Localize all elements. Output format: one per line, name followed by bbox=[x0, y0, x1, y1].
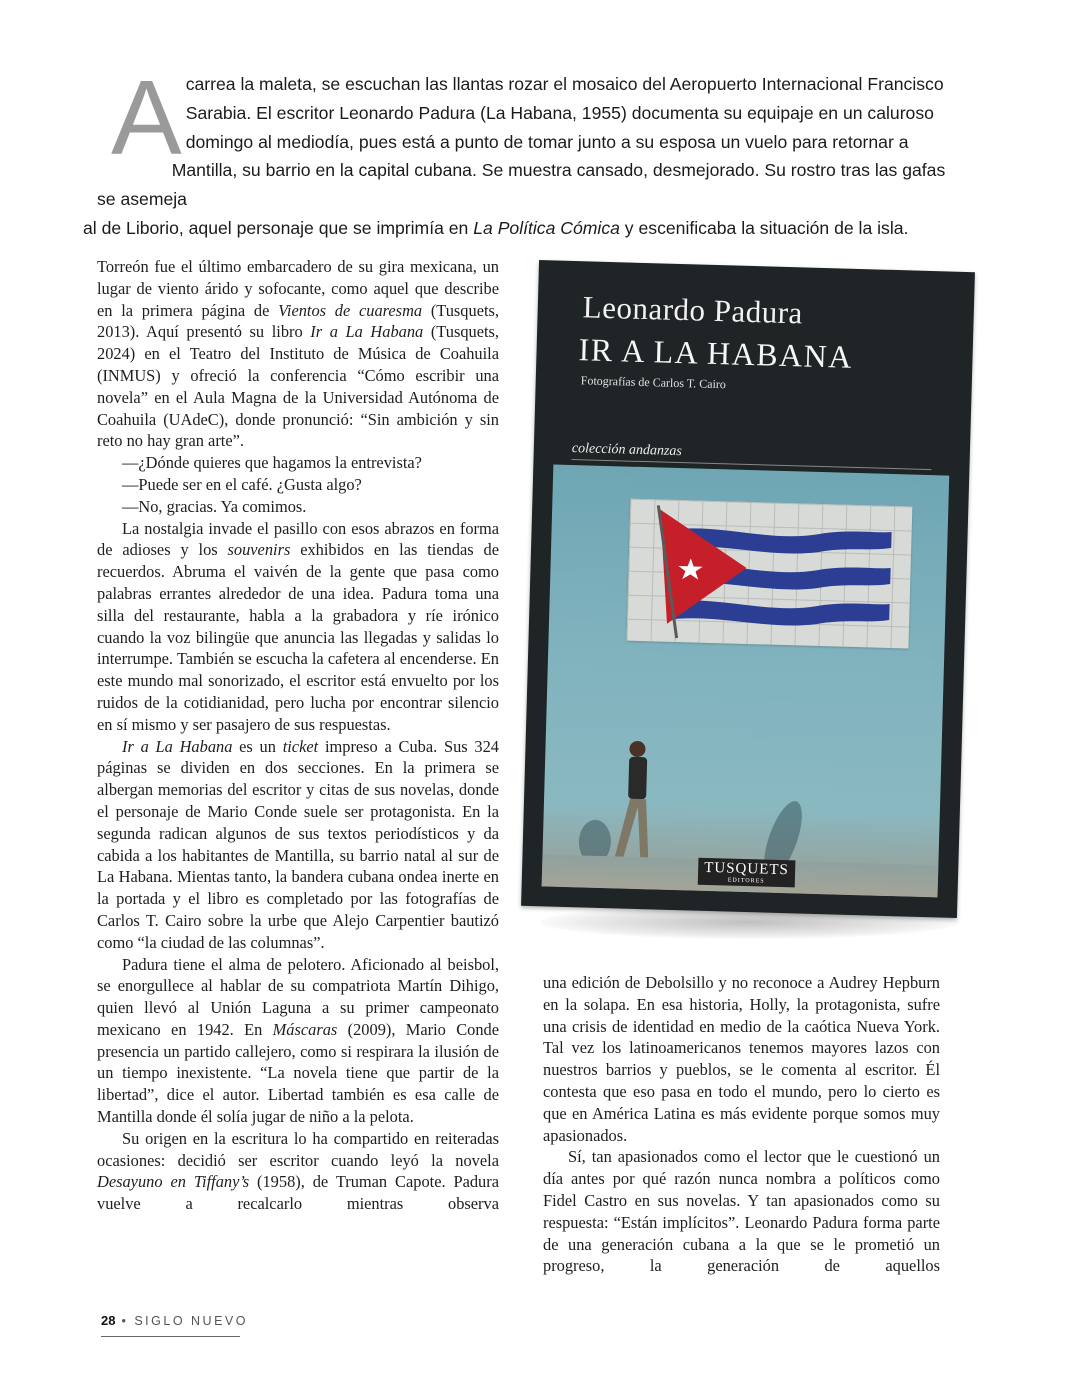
publisher-sub: EDITORES bbox=[727, 877, 765, 885]
body-text: exhibidos en las tiendas de recuerdos. Abruma el vaivén de la gente que pasa como palabras errantes alrededor de una idea. Padura toma una silla del restaurante, habla a la grabadora y ríe irónico cuando la voz bilingüe que anuncia las llegadas y salidas lo interrumpe. También se escucha la cafetera al encenderse. En este mundo mal sonorizado, el escritor está envuelto por los ruidos de la cotidianidad, pero lucha por encontrar silencio en sí mismo y ser pasajero de sus respuestas. bbox=[97, 540, 499, 734]
book-title: Desayuno en Tiffany’s bbox=[97, 1172, 250, 1192]
book-title: Vientos de cuaresma bbox=[278, 300, 423, 320]
book-title: Máscaras bbox=[272, 1019, 338, 1039]
body-paragraph bbox=[97, 954, 499, 1128]
body-text: (Tusquets, 2013). Aquí presentó su libro bbox=[97, 300, 500, 342]
body-paragraph bbox=[97, 518, 499, 736]
footer-separator: • bbox=[121, 1314, 129, 1328]
dialogue-line: —No, gracias. Ya comimos. bbox=[122, 496, 307, 516]
body-paragraph bbox=[97, 736, 499, 954]
body-paragraph bbox=[97, 1128, 499, 1215]
emphasis-word: souvenirs bbox=[227, 540, 291, 560]
publisher-name: TUSQUETS bbox=[703, 859, 790, 879]
body-column-right bbox=[543, 972, 940, 1277]
lead-line bbox=[83, 218, 908, 238]
lead-line: carrea la maleta, se escuchan las llantas rozar el mosaico del Aeropuerto Internacional Francisco bbox=[185, 74, 944, 94]
drop-cap: A bbox=[111, 59, 182, 177]
magazine-name: SIGLO NUEVO bbox=[134, 1314, 248, 1328]
body-text: Padura tiene el alma de pelotero. Aficionado al beisbol, se enorgullece al hablar de su compatriota Martín Dihigo, quien llevó al Unión Laguna a su primer campeonato mexicano en 1942. En bbox=[97, 954, 499, 1039]
body-text: (1958), de Truman Capote. Padura vuelve a recalcarlo mientras observa bbox=[97, 1172, 499, 1214]
lead-publication-title: La Política Cómica bbox=[473, 217, 620, 238]
lead-line: Mantilla, su barrio en la capital cubana. Se muestra cansado, desmejorado. Su rostro tras las gafas se asemeja bbox=[97, 160, 946, 210]
emphasis-word: ticket bbox=[282, 736, 319, 756]
body-text: es un bbox=[232, 736, 283, 756]
body-text: La nostalgia invade el pasillo con esos abrazos en forma de adioses y los bbox=[97, 518, 499, 560]
book-title: Ir a La Habana bbox=[310, 322, 424, 342]
cover-photo bbox=[542, 465, 950, 898]
lead-text: y escenificaba la situación de la isla. bbox=[619, 217, 909, 238]
book-cover bbox=[521, 260, 975, 918]
body-paragraph bbox=[97, 256, 499, 452]
footer-rule bbox=[101, 1336, 240, 1337]
body-paragraph: una edición de Debolsillo y no reconoce a Audrey Hepburn en la solapa. En esa historia, Holly, la protagonista, sufre una crisis de identidad en medio de la caótica Nueva York. Tal vez los latinoamericanos tenemos mayores lazos con nuestros barrios y pueblos, se le comenta al escritor. Él contesta que eso pasa en todo el mundo, pero lo cierto es que en América Latina es más evidente porque somos muy apasionados. bbox=[543, 973, 940, 1145]
body-text: (Tusquets, 2024) en el Teatro del Instituto de Música de Coahuila (INMUS) y ofreció la conferencia “Cómo escribir una novela” en el Aula Magna de la Universidad Autónoma de Coahuila (UAdeC), donde pronunció: “Sin ambición y sin reto no hay gran arte”. bbox=[97, 322, 500, 451]
book-title-cover: IR A LA HABANA bbox=[578, 331, 854, 375]
book-author: Leonardo Padura bbox=[582, 289, 804, 331]
book-title: Ir a La Habana bbox=[122, 736, 233, 756]
dialogue-line: —¿Dónde quieres que hagamos la entrevista? bbox=[122, 453, 422, 473]
body-column-left bbox=[97, 256, 499, 1215]
body-text: impreso a Cuba. Sus 324 páginas se dividen en dos secciones. En la primera se albergan memorias del escritor y citas de sus novelas, donde el personaje de Mario Conde suele ser protagonista. En la segunda radican algunos de sus textos periodísticos y da cabida a los habitantes de Mantilla, su barrio natal al sur de La Habana. Mientas tanto, la bandera cubana ondea inerte en la portada y el libro es completado por las fotografías de Carlos T. Cairo sobre la urbe que Alejo Carpentier bautizó como “la ciudad de las columnas”. bbox=[97, 736, 499, 952]
lead-paragraph bbox=[83, 59, 957, 243]
book-photo-credit: Fotografías de Carlos T. Cairo bbox=[580, 373, 727, 392]
body-text: (2009), Mario Conde presencia un partido callejero, como si respirara la ilusión de un tiempo inexistente. “La novela tiene que partir de la libertad”, dice el autor. Libertad también es esa calle de Mantilla donde él solía jugar de niño a la pelota. bbox=[97, 1019, 499, 1127]
page-number: 28 bbox=[101, 1313, 116, 1328]
publisher-logo bbox=[698, 858, 795, 888]
body-text: Su origen en la escritura lo ha compartido en reiteradas ocasiones: decidió ser escritor cuando leyó la novela bbox=[97, 1128, 499, 1170]
pedestrian-figure bbox=[542, 465, 950, 898]
lead-line: domingo al mediodía, pues está a punto de tomar junto a su esposa un vuelo para retornar a bbox=[185, 131, 909, 152]
lead-line: Sarabia. El escritor Leonardo Padura (La Habana, 1955) documenta su equipaje en un caluroso bbox=[185, 102, 934, 123]
lead-text: al de Liborio, aquel personaje que se imprimía en bbox=[83, 217, 474, 238]
dialogue-line: —Puede ser en el café. ¿Gusta algo? bbox=[122, 474, 362, 494]
book-collection: colección andanzas bbox=[571, 441, 683, 460]
body-paragraph: Sí, tan apasionados como el lector que le cuestionó un día antes por qué razón nunca nombra a políticos como Fidel Castro en sus novelas. Y tan apasionados como su respuesta: “Están implícitos”. Leonardo Padura forma parte de una generación cubana a la que se le prometió un progreso, la generación de aquellos bbox=[543, 1147, 940, 1276]
page-footer bbox=[101, 1313, 248, 1328]
body-text: Torreón fue el último embarcadero de su gira mexicana, un lugar de viento árido y sofocante, como aquel que describe en la primera página de bbox=[97, 257, 499, 320]
